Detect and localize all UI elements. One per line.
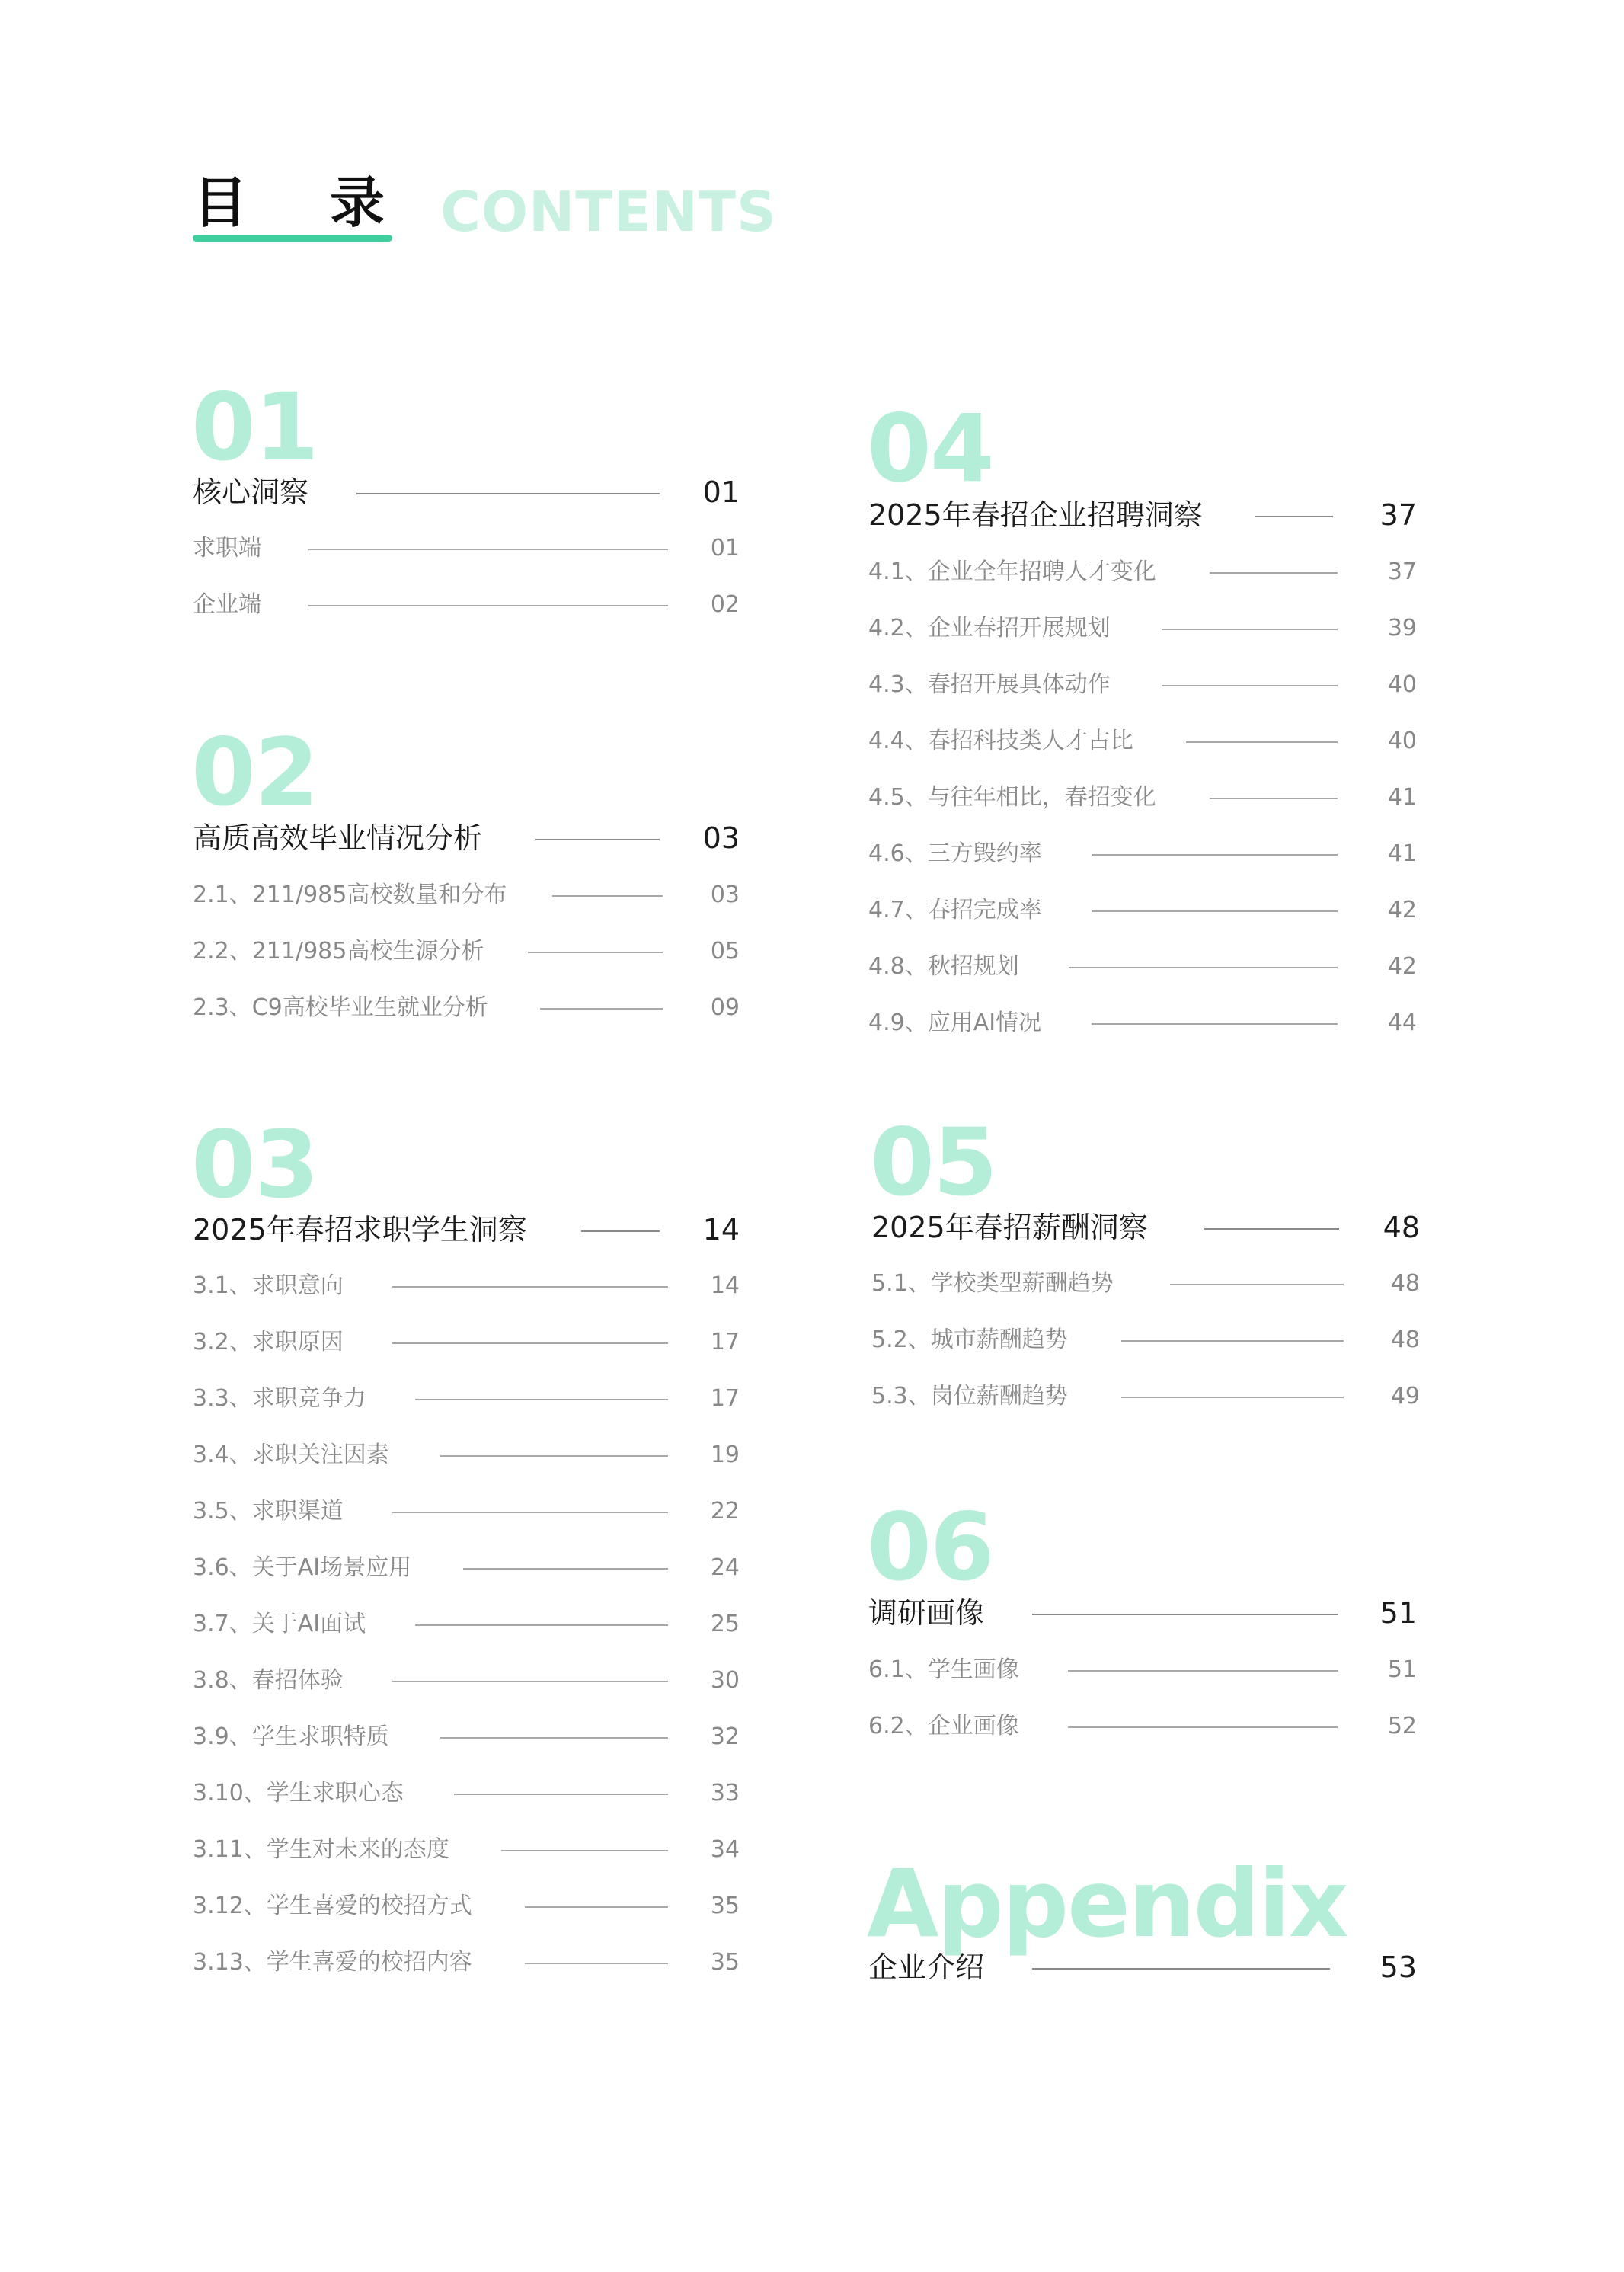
toc-item[interactable] [193,587,740,623]
item-label: 6.2、企业画像 [868,1713,1019,1739]
leader-line [308,605,668,606]
item-label: 4.7、春招完成率 [868,897,1042,923]
item-label: 2.3、C9高校毕业生就业分析 [193,994,488,1021]
leader-line [392,1286,668,1288]
toc-item[interactable] [193,1550,740,1586]
item-page: 22 [710,1498,740,1525]
toc-item[interactable] [193,1719,740,1755]
leader-line [440,1737,668,1739]
leader-line [392,1342,668,1344]
toc-item[interactable] [871,1322,1420,1358]
item-page: 17 [710,1385,740,1412]
section-heading[interactable] [193,1208,740,1251]
item-label: 4.8、秋招规划 [868,953,1019,980]
toc-section-03 [191,1111,740,2002]
leader-line [501,1850,668,1851]
toc-item[interactable] [193,1324,740,1361]
leader-line [1162,685,1338,686]
leader-line [1210,798,1338,799]
item-page: 41 [1387,840,1417,867]
item-label: 2.2、211/985高校生源分析 [193,938,484,965]
leader-line [525,1963,668,1964]
leader-line [454,1794,668,1795]
section-page: 01 [702,475,740,509]
leader-line [463,1568,668,1570]
toc-item[interactable] [868,779,1417,816]
item-label: 3.1、求职意向 [193,1272,344,1299]
item-page: 17 [710,1329,740,1355]
item-label: 5.2、城市薪酬趋势 [871,1326,1068,1353]
item-label: 3.9、学生求职特质 [193,1723,389,1750]
item-label: 5.1、学校类型薪酬趋势 [871,1270,1114,1297]
item-page: 03 [710,882,740,908]
leader-line [525,1906,668,1908]
item-page: 52 [1387,1713,1417,1739]
leader-line [1068,1726,1338,1728]
item-label: 2.1、211/985高校数量和分布 [193,882,507,908]
toc-section-appendix [867,1850,1417,2010]
leader-line [1092,910,1338,912]
item-page: 05 [710,938,740,965]
leader-line [1162,629,1338,630]
leader-line [392,1681,668,1682]
item-page: 33 [710,1780,740,1806]
item-label: 4.2、企业春招开展规划 [868,615,1111,642]
section-number: 06 [867,1493,993,1602]
contents-header [193,168,878,259]
section-page: 53 [1379,1950,1417,1984]
item-label: 6.1、学生画像 [868,1656,1019,1683]
leader-line [1069,967,1338,968]
leader-line [440,1455,668,1457]
item-page: 24 [710,1554,740,1581]
item-page: 40 [1387,728,1417,754]
toc-section-05 [870,1109,1420,1421]
item-page: 42 [1387,897,1417,923]
item-label: 求职端 [193,535,261,562]
leader-line [1170,1284,1344,1285]
item-page: 44 [1387,1010,1417,1036]
item-page: 35 [710,1893,740,1919]
item-label: 4.9、应用AI情况 [868,1010,1042,1036]
leader-line [535,839,660,840]
leader-line [1092,1023,1338,1025]
toc-item[interactable] [193,530,740,567]
leader-line [1121,1397,1344,1398]
toc-item[interactable] [871,1378,1420,1415]
leader-line [392,1512,668,1513]
item-label: 企业端 [193,591,261,618]
item-page: 14 [710,1272,740,1299]
section-title: 核心洞察 [193,475,309,509]
toc-item[interactable] [193,990,740,1026]
item-page: 49 [1390,1383,1420,1410]
item-label: 3.10、学生求职心态 [193,1780,404,1806]
leader-line [1255,516,1333,517]
item-page: 09 [710,994,740,1021]
item-label: 3.8、春招体验 [193,1667,344,1694]
toc-item[interactable] [868,667,1417,703]
item-page: 40 [1387,671,1417,698]
toc-item[interactable] [868,1652,1417,1688]
toc-item[interactable] [868,1005,1417,1042]
section-page: 14 [702,1213,740,1246]
item-label: 3.3、求职竞争力 [193,1385,366,1412]
section-heading[interactable] [193,471,740,514]
section-heading[interactable] [868,1592,1417,1634]
section-heading[interactable] [871,1206,1420,1249]
section-title: 调研画像 [868,1596,985,1630]
item-page: 48 [1390,1270,1420,1297]
item-page: 34 [710,1836,740,1863]
toc-item[interactable] [193,1381,740,1417]
item-page: 19 [710,1442,740,1468]
section-page: 03 [702,821,740,855]
leader-line [1121,1340,1344,1342]
leader-line [1032,1614,1338,1615]
item-label: 4.6、三方毁约率 [868,840,1042,867]
toc-item[interactable] [193,1888,740,1925]
leader-line [528,952,663,953]
title-underline [193,235,392,242]
contents-title-en: CONTENTS [440,180,777,244]
toc-item[interactable] [193,1437,740,1474]
section-number: 02 [191,718,318,827]
item-page: 30 [710,1667,740,1694]
item-page: 01 [710,535,740,562]
item-label: 4.3、春招开展具体动作 [868,671,1111,698]
section-number: 01 [191,373,318,482]
appendix-word: Appendix [867,1850,1347,1958]
contents-title-cn: 目录 [193,171,468,235]
leader-line [1204,1228,1339,1230]
leader-line [1068,1670,1338,1672]
toc-section-06 [867,1493,1417,1752]
section-number: 05 [870,1109,996,1217]
item-page: 42 [1387,953,1417,980]
toc-item[interactable] [193,1606,740,1643]
leader-line [1092,854,1338,856]
item-label: 4.5、与往年相比，春招变化 [868,784,1156,811]
section-page: 37 [1379,498,1417,532]
toc-item[interactable] [868,892,1417,929]
item-page: 02 [710,591,740,618]
item-label: 3.13、学生喜爱的校招内容 [193,1949,472,1976]
toc-item[interactable] [193,877,740,914]
toc-item[interactable] [193,1944,740,1981]
item-label: 4.1、企业全年招聘人才变化 [868,558,1156,585]
item-page: 32 [710,1723,740,1750]
toc-item[interactable] [193,1662,740,1699]
leader-line [1186,741,1338,743]
toc-item[interactable] [193,1775,740,1812]
item-label: 3.2、求职原因 [193,1329,344,1355]
section-number: 03 [191,1111,318,1219]
toc-item[interactable] [871,1266,1420,1302]
leader-line [552,895,663,897]
toc-item[interactable] [193,933,740,970]
item-page: 37 [1387,558,1417,585]
section-title: 高质高效毕业情况分析 [193,821,483,855]
section-heading[interactable] [868,494,1417,536]
section-title: 2025年春招求职学生洞察 [193,1213,527,1246]
leader-line [1210,572,1338,574]
toc-item[interactable] [868,1708,1417,1745]
leader-line [415,1624,668,1626]
toc-item[interactable] [868,723,1417,760]
toc-item[interactable] [868,836,1417,872]
item-label: 3.4、求职关注因素 [193,1442,389,1468]
section-heading[interactable] [868,1946,1417,1989]
item-label: 3.6、关于AI场景应用 [193,1554,412,1581]
toc-section-01 [191,373,740,640]
toc-item[interactable] [868,949,1417,985]
item-page: 51 [1387,1656,1417,1683]
section-title: 企业介绍 [868,1950,985,1984]
section-heading[interactable] [193,817,740,859]
item-label: 4.4、春招科技类人才占比 [868,728,1133,754]
leader-line [540,1008,663,1010]
toc-item[interactable] [868,610,1417,647]
item-page: 25 [710,1611,740,1637]
item-label: 3.5、求职渠道 [193,1498,344,1525]
item-page: 41 [1387,784,1417,811]
leader-line [356,493,660,494]
toc-item[interactable] [868,554,1417,590]
section-number: 04 [867,395,993,503]
item-page: 35 [710,1949,740,1976]
toc-section-04 [867,395,1417,1058]
item-label: 5.3、岗位薪酬趋势 [871,1383,1068,1410]
leader-line [581,1230,660,1232]
item-label: 3.11、学生对未来的态度 [193,1836,449,1863]
toc-item[interactable] [193,1832,740,1868]
toc-item[interactable] [193,1268,740,1304]
section-page: 48 [1383,1211,1420,1244]
item-page: 39 [1387,615,1417,642]
leader-line [308,549,668,550]
item-page: 48 [1390,1326,1420,1353]
toc-section-02 [191,718,740,1031]
section-page: 51 [1379,1596,1417,1630]
toc-item[interactable] [193,1493,740,1530]
leader-line [415,1399,668,1400]
item-label: 3.12、学生喜爱的校招方式 [193,1893,472,1919]
section-title: 2025年春招薪酬洞察 [871,1211,1148,1244]
leader-line [1032,1968,1330,1970]
item-label: 3.7、关于AI面试 [193,1611,366,1637]
section-title: 2025年春招企业招聘洞察 [868,498,1203,532]
